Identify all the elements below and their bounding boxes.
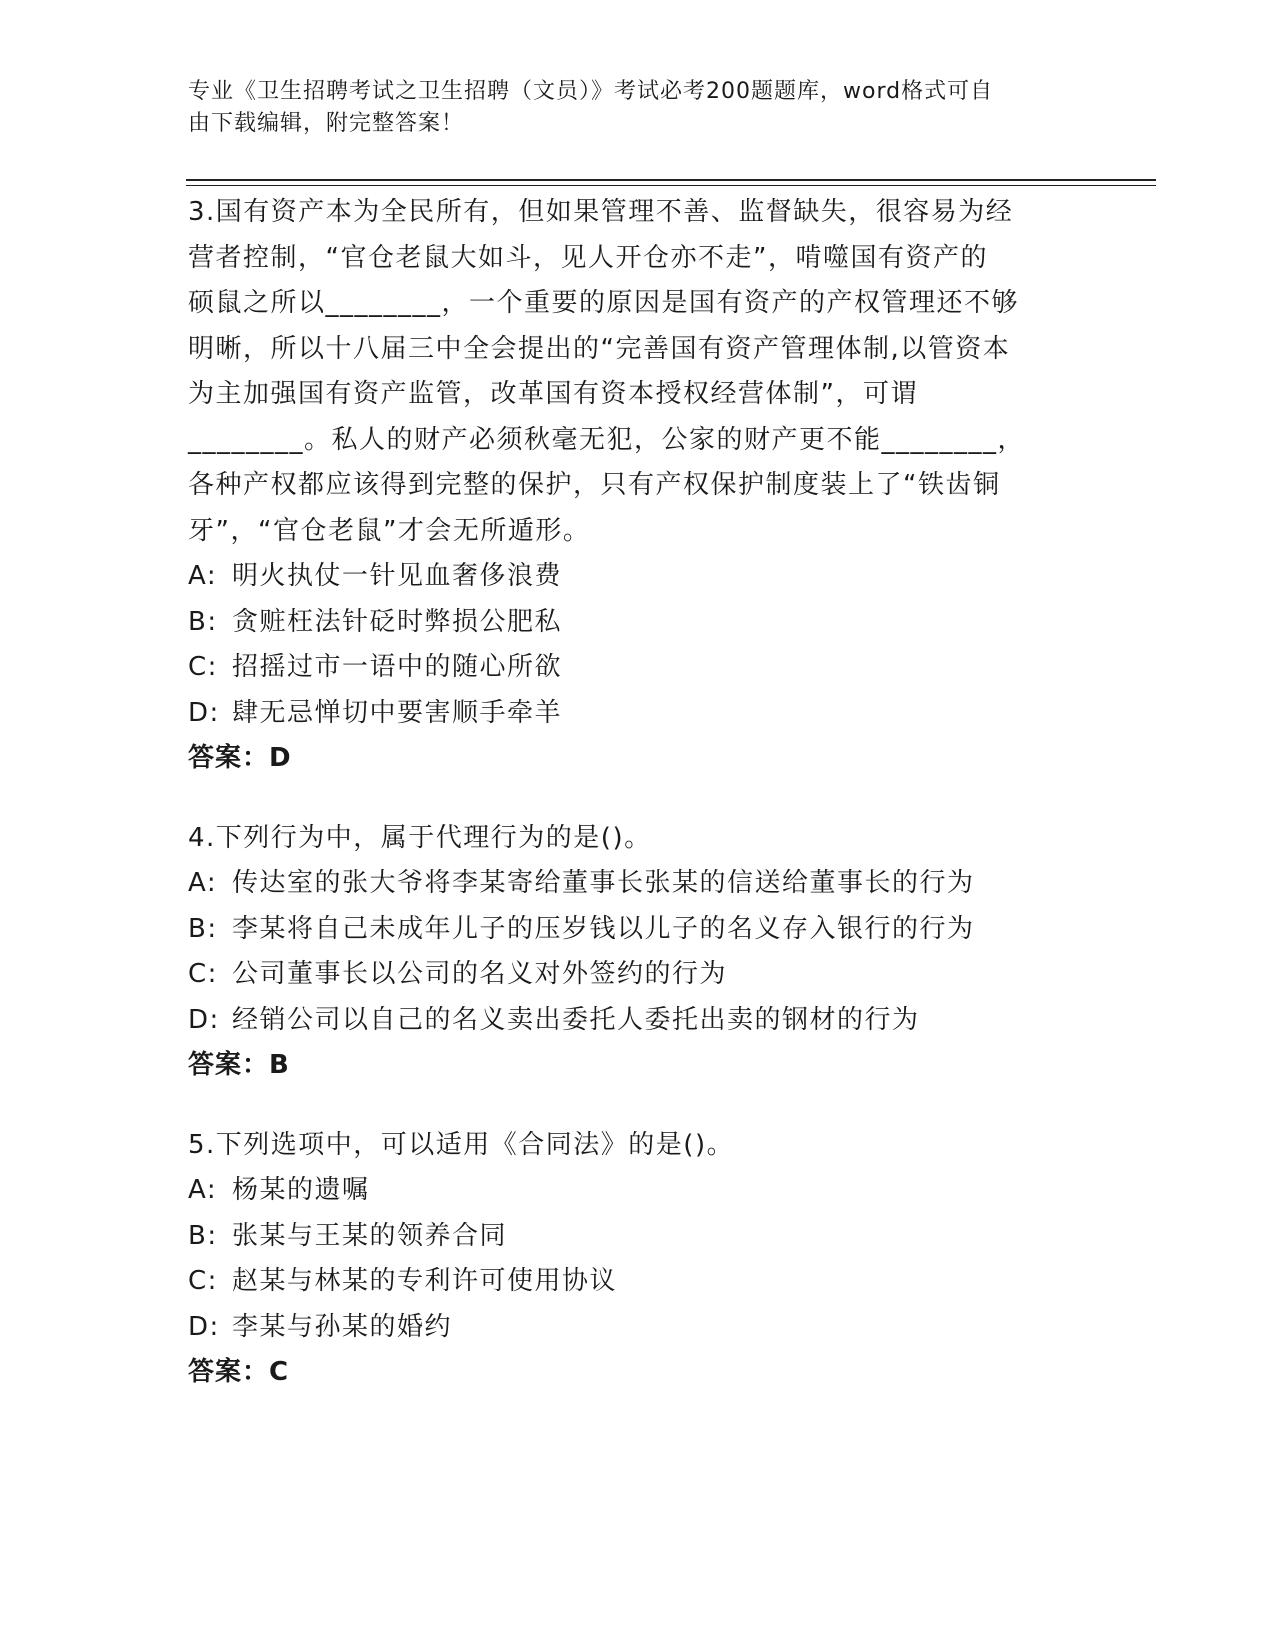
- option-text: 传达室的张大爷将李某寄给董事长张某的信送给董事长的行为: [232, 868, 975, 898]
- question-stem-line: ________。私人的财产必须秋毫无犯，公家的财产更不能________，: [188, 424, 1026, 455]
- document-header: [188, 76, 1068, 140]
- option-d: [188, 998, 1088, 1044]
- question-stem-line: 明晰，所以十八届三中全会提出的“完善国有资产管理体制,以管资本: [188, 333, 1011, 364]
- option-label: D:: [188, 1311, 220, 1342]
- header-divider-thin: [186, 185, 1156, 186]
- answer: 答案：B: [188, 1050, 290, 1080]
- option-label: A:: [188, 868, 218, 898]
- question-stem-line: 4.下列行为中，属于代理行为的是()。: [188, 822, 652, 853]
- header-line-1: 专业《卫生招聘考试之卫生招聘（文员）》考试必考200题题库，word格式可自: [188, 79, 994, 104]
- option-a: [188, 861, 1088, 907]
- option-text: 李某与孙某的婚约: [232, 1311, 453, 1342]
- answer: 答案：C: [188, 1357, 290, 1387]
- option-d: [188, 1305, 1088, 1351]
- option-b: [188, 600, 1088, 646]
- option-a: [188, 554, 1088, 600]
- option-label: C:: [188, 652, 218, 682]
- option-label: D:: [188, 697, 220, 728]
- option-label: B:: [188, 913, 218, 944]
- option-text: 肆无忌惮切中要害顺手牵羊: [232, 697, 563, 728]
- option-b: [188, 907, 1088, 953]
- option-text: 招摇过市一语中的随心所欲: [232, 652, 563, 682]
- question-3: [188, 190, 1088, 782]
- answer: 答案：D: [188, 743, 292, 773]
- option-label: D:: [188, 1004, 220, 1035]
- option-text: 公司董事长以公司的名义对外签约的行为: [232, 959, 728, 989]
- question-stem-line: 牙”，“官仓老鼠”才会无所遁形。: [188, 515, 591, 546]
- option-text: 李某将自己未成年儿子的压岁钱以儿子的名义存入银行的行为: [232, 913, 975, 944]
- option-text: 贪赃枉法针砭时弊损公肥私: [232, 606, 563, 637]
- option-label: C:: [188, 959, 218, 989]
- option-c: [188, 952, 1088, 998]
- option-label: B:: [188, 606, 218, 637]
- option-label: B:: [188, 1220, 218, 1251]
- question-stem-line: 5.下列选项中，可以适用《合同法》的是()。: [188, 1129, 735, 1160]
- question-stem-line: 各种产权都应该得到完整的保护，只有产权保护制度装上了“铁齿铜: [188, 470, 1001, 500]
- option-label: A:: [188, 561, 218, 591]
- option-a: [188, 1168, 1088, 1214]
- option-c: [188, 645, 1088, 691]
- question-stem-line: 硕鼠之所以________，一个重要的原因是国有资产的产权管理还不够: [188, 288, 1020, 318]
- option-text: 明火执仗一针见血奢侈浪费: [232, 561, 563, 591]
- question-stem-line: 3.国有资产本为全民所有，但如果管理不善、监督缺失，很容易为经: [188, 197, 1014, 227]
- header-line-2: 由下载编辑，附完整答案！: [188, 111, 465, 136]
- option-d: [188, 691, 1088, 737]
- option-c: [188, 1259, 1088, 1305]
- question-stem-line: 营者控制，“官仓老鼠大如斗，见人开仓亦不走”，啃噬国有资产的: [188, 242, 988, 273]
- question-4: [188, 816, 1088, 1089]
- option-b: [188, 1214, 1088, 1260]
- header-divider-thick: [186, 179, 1156, 181]
- option-text: 杨某的遗嘱: [232, 1175, 370, 1205]
- option-text: 赵某与林某的专利许可使用协议: [232, 1266, 618, 1296]
- question-list: [188, 190, 1088, 1430]
- option-label: C:: [188, 1266, 218, 1296]
- question-stem-line: 为主加强国有资产监管，改革国有资本授权经营体制”，可谓: [188, 379, 918, 409]
- option-text: 张某与王某的领养合同: [232, 1220, 508, 1251]
- question-5: [188, 1123, 1088, 1396]
- option-text: 经销公司以自己的名义卖出委托人委托出卖的钢材的行为: [232, 1004, 920, 1035]
- option-label: A:: [188, 1175, 218, 1205]
